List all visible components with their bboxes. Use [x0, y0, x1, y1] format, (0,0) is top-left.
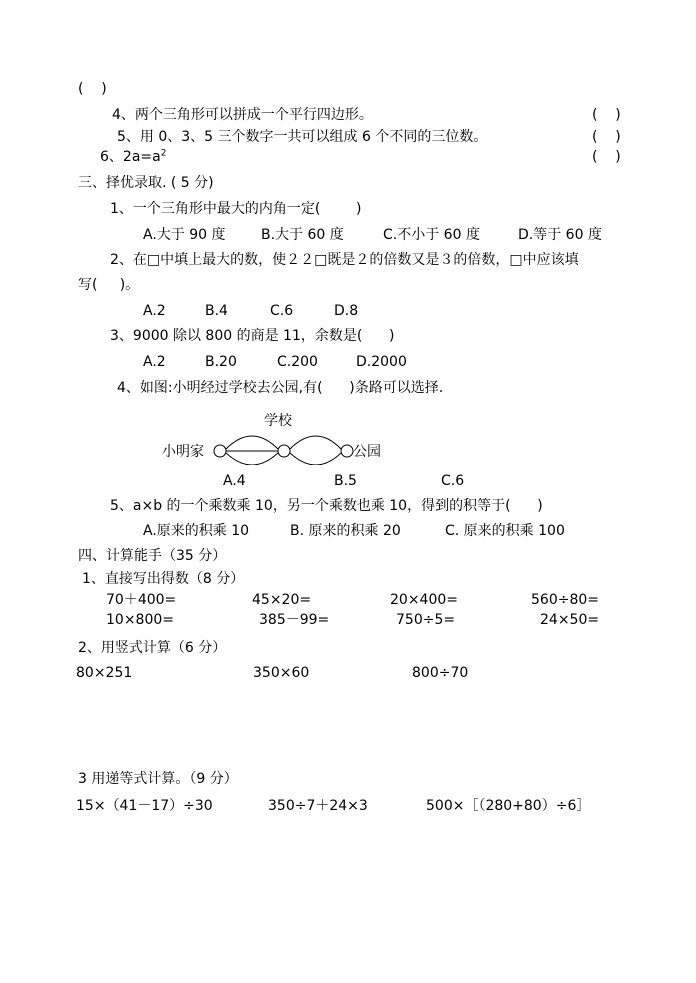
- judge-q6-superscript: 2: [160, 148, 167, 159]
- diagram-route-school-park-lower: [290, 453, 341, 465]
- choice-q5-option-a: A.原来的积乘 10: [143, 523, 250, 539]
- judge-q5: 5、用 0、3、5 三个数字一共可以组成 6 个不同的三位数。: [117, 129, 488, 145]
- choice-q4-option-b: B.5: [334, 473, 357, 489]
- diagram-home-node: [214, 445, 226, 457]
- choice-q1-option-b: B.大于 60 度: [261, 227, 344, 243]
- calc-stepwise-heading: 3 用递等式计算。（9 分）: [78, 771, 238, 787]
- judge-q5-bracket: ( ): [592, 129, 621, 145]
- judge-top-bracket: ( ): [78, 81, 107, 97]
- choice-q2-option-c: C.6: [270, 303, 294, 319]
- choice-q3-option-a: A.2: [143, 354, 166, 370]
- direct-problem-7: 750÷5=: [396, 612, 456, 628]
- choice-q5: 5、a×b 的一个乘数乘 10，另一个乘数也乘 10，得到的积等于( ): [110, 498, 543, 514]
- diagram-park-label: 公园: [353, 444, 381, 460]
- direct-problem-2: 45×20=: [252, 592, 312, 608]
- choice-q1: 1、一个三角形中最大的内角一定( ): [110, 201, 362, 217]
- vertical-problem-1: 80×251: [76, 665, 133, 681]
- choice-q5-option-b: B. 原来的积乘 20: [290, 523, 401, 539]
- choice-q1-option-c: C.不小于 60 度: [383, 227, 480, 243]
- calc-vertical-heading: 2、用竖式计算（6 分）: [78, 640, 227, 656]
- direct-problem-6: 385－99=: [259, 612, 330, 628]
- diagram-route-home-school-upper: [226, 436, 278, 449]
- stepwise-problem-2: 350÷7＋24×3: [268, 798, 368, 814]
- diagram-school-label: 学校: [264, 413, 292, 429]
- choice-q2-line2: 写( )。: [78, 277, 140, 293]
- section-three-heading: 三、择优录取. ( 5 分): [78, 175, 214, 191]
- choice-q3-option-b: B.20: [205, 354, 237, 370]
- choice-q2-line1: 2、在□中填上最大的数，使２２□既是２的倍数又是３的倍数，□中应该填: [110, 252, 579, 268]
- judge-q4-bracket: ( ): [592, 107, 621, 123]
- choice-q3: 3、9000 除以 800 的商是 11，余数是( ): [110, 328, 395, 344]
- choice-q3-option-d: D.2000: [356, 354, 407, 370]
- direct-problem-4: 560÷80=: [531, 592, 599, 608]
- vertical-problem-2: 350×60: [253, 665, 310, 681]
- direct-problem-8: 24×50=: [540, 612, 600, 628]
- choice-q2-option-a: A.2: [143, 303, 166, 319]
- judge-q6-bracket: ( ): [592, 149, 621, 165]
- direct-problem-1: 70＋400=: [106, 592, 177, 608]
- diagram-route-home-school-lower: [226, 453, 278, 465]
- choice-q4-option-a: A.4: [223, 473, 246, 489]
- choice-q1-option-a: A.大于 90 度: [143, 227, 226, 243]
- vertical-problem-3: 800÷70: [412, 665, 469, 681]
- choice-q5-option-c: C. 原来的积乘 100: [445, 523, 565, 539]
- judge-q6-text: 6、2a=a: [100, 149, 161, 165]
- judge-q4: 4、两个三角形可以拼成一个平行四边形。: [112, 107, 373, 123]
- stepwise-problem-3: 500×［（280+80）÷6］: [426, 798, 591, 814]
- stepwise-problem-1: 15×（41－17）÷30: [76, 798, 213, 814]
- choice-q4: 4、如图:小明经过学校去公园,有( )条路可以选择.: [117, 380, 444, 396]
- diagram-school-node: [278, 445, 290, 457]
- section-four-heading: 四、计算能手（35 分）: [78, 548, 227, 564]
- choice-q2-option-d: D.8: [334, 303, 359, 319]
- calc-direct-heading: 1、直接写出得数（8 分）: [82, 571, 245, 587]
- choice-q2-option-b: B.4: [205, 303, 228, 319]
- choice-q1-option-d: D.等于 60 度: [518, 227, 602, 243]
- choice-q3-option-c: C.200: [277, 354, 318, 370]
- direct-problem-5: 10×800=: [106, 612, 174, 628]
- diagram-park-node: [341, 445, 353, 457]
- diagram-route-school-park-upper: [290, 436, 341, 449]
- choice-q4-option-c: C.6: [441, 473, 465, 489]
- route-diagram: [160, 405, 400, 465]
- judge-q6: [100, 150, 166, 164]
- diagram-home-label: 小明家: [162, 444, 204, 460]
- direct-problem-3: 20×400=: [390, 592, 458, 608]
